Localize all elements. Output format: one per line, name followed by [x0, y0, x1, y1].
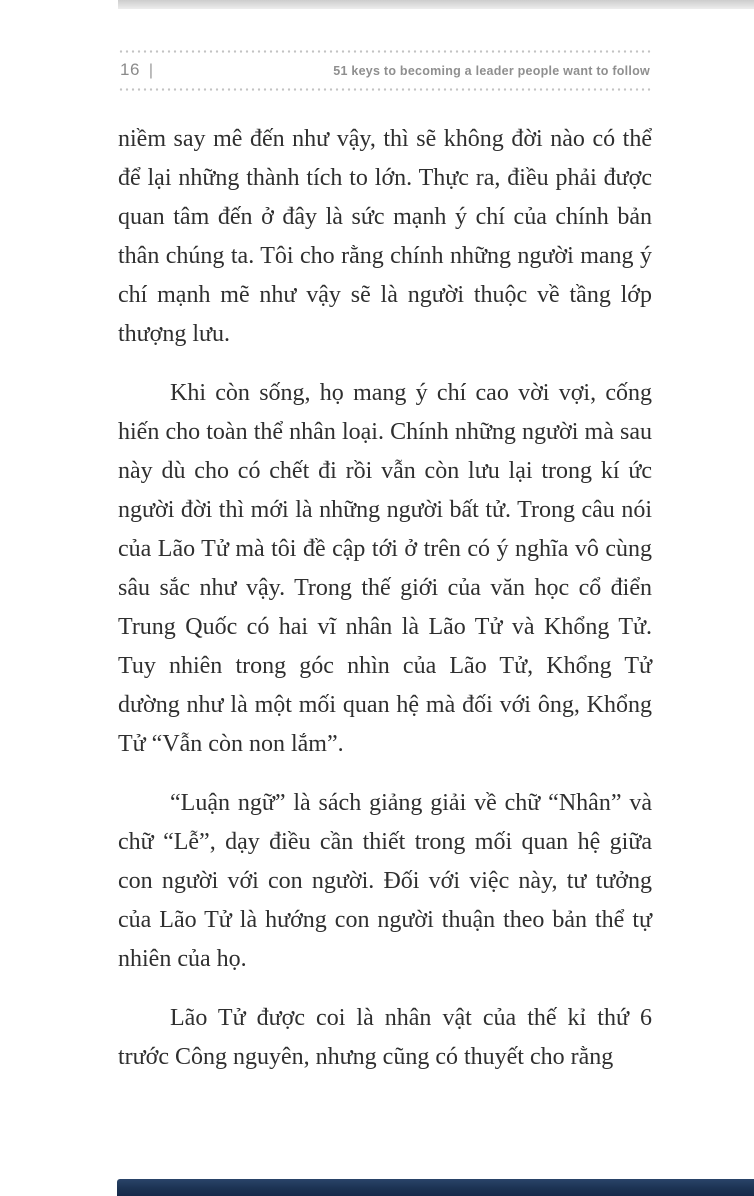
paragraph: Lão Tử được coi là nhân vật của thế kỉ thứ 6 trước Công nguyên, nhưng cũng có thuyết cho rằng: [118, 1005, 652, 1070]
page-number-separator: |: [148, 62, 154, 79]
header-bottom-rule: [118, 88, 652, 91]
book-cover-edge: [117, 1179, 754, 1196]
page-body: [118, 120, 652, 1097]
header-row: [118, 53, 652, 88]
page-header: [118, 50, 652, 91]
paragraph: niềm say mê đến như vậy, thì sẽ không đời nào có thể để lại những thành tích to lớn. Thực ra, điều phải được quan tâm đến ở đây là sức mạnh ý chí của chính bản thân chúng ta. Tôi cho rằng chính những người mang ý chí mạnh mẽ như vậy sẽ là người thuộc về tầng lớp thượng lưu.: [118, 126, 652, 347]
page-top-edge: [118, 0, 754, 9]
paragraph: Khi còn sống, họ mang ý chí cao vời vợi, cống hiến cho toàn thể nhân loại. Chính những người mà sau này dù cho có chết đi rồi vẫn còn lưu lại trong kí ức người đời thì mới là những người bất tử. Trong câu nói của Lão Tử mà tôi đề cập tới ở trên có ý nghĩa vô cùng sâu sắc như vậy. Trong thế giới của văn học cổ điển Trung Quốc có hai vĩ nhân là Lão Tử và Khổng Tử. Tuy nhiên trong góc nhìn của Lão Tử, Khổng Tử dường như là một mối quan hệ mà đối với ông, Khổng Tử “Vẫn còn non lắm”.: [118, 380, 652, 757]
page-number: 16: [120, 60, 140, 79]
paragraph: “Luận ngữ” là sách giảng giải về chữ “Nhân” và chữ “Lễ”, dạy điều cần thiết trong mối quan hệ giữa con người với con người. Đối với việc này, tư tưởng của Lão Tử là hướng con người thuận theo bản thể tự nhiên của họ.: [118, 790, 652, 972]
page-number-group: [120, 60, 153, 80]
running-title: 51 keys to becoming a leader people want to follow: [333, 64, 650, 78]
